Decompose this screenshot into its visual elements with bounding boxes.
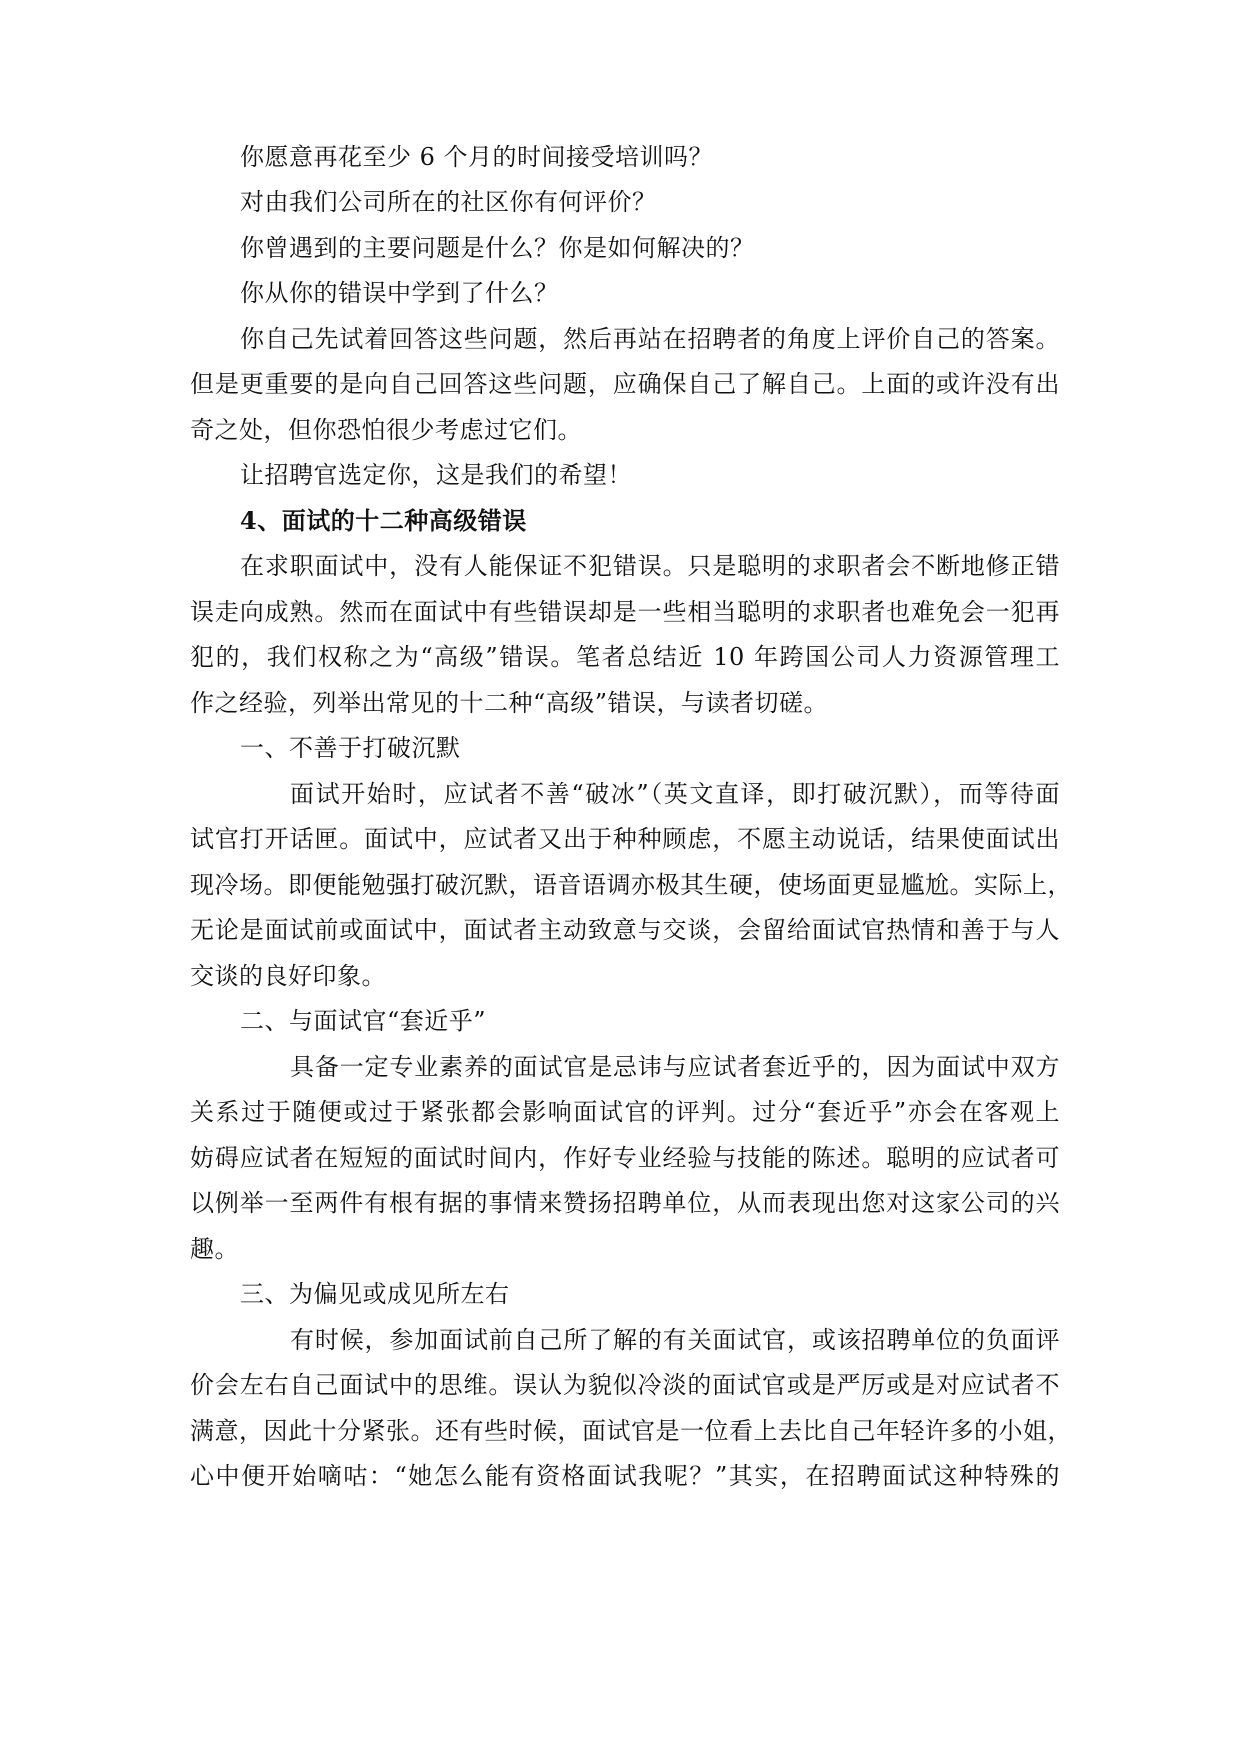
text-line: 你从你的错误中学到了什么？: [240, 279, 559, 307]
text-line: 妨碍应试者在短短的面试时间内，作好专业经验与技能的陈述。聪明的应试者可: [190, 1144, 1060, 1172]
text-line: 作之经验，列举出常见的十二种“高级”错误，与读者切磋。: [190, 689, 829, 717]
subsection-heading: 二、与面试官“套近乎”: [240, 1007, 487, 1035]
text-line: 满意，因此十分紧张。还有些时候，面试官是一位看上去比自己年轻许多的小姐，: [190, 1417, 1072, 1445]
text-line: 在求职面试中，没有人能保证不犯错误。只是聪明的求职者会不断地修正错: [240, 552, 1060, 580]
text-line: 对由我们公司所在的社区你有何评价？: [240, 188, 657, 216]
text-line: 你曾遇到的主要问题是什么？你是如何解决的？: [240, 234, 755, 262]
text-line: 趣。: [190, 1235, 239, 1263]
subsection-heading: 一、不善于打破沉默: [240, 734, 461, 762]
text-line: 以例举一至两件有根有据的事情来赞扬招聘单位，从而表现出您对这家公司的兴: [190, 1189, 1060, 1217]
text-line: 具备一定专业素养的面试官是忌讳与应试者套近乎的，因为面试中双方: [290, 1053, 1060, 1081]
text-line: 但是更重要的是向自己回答这些问题，应确保自己了解自己。上面的或许没有出: [190, 370, 1060, 398]
text-line: 你自己先试着回答这些问题，然后再站在招聘者的角度上评价自己的答案。: [240, 325, 1060, 353]
section-heading: 4、面试的十二种高级错误: [240, 506, 527, 535]
text-line: 有时候，参加面试前自己所了解的有关面试官，或该招聘单位的负面评: [290, 1326, 1060, 1354]
text-line: 价会左右自己面试中的思维。误认为貌似冷淡的面试官或是严厉或是对应试者不: [190, 1371, 1060, 1399]
text-line: 心中便开始嘀咕：“她怎么能有资格面试我呢？”其实，在招聘面试这种特殊的: [190, 1462, 1060, 1490]
text-line: 现冷场。即便能勉强打破沉默，语音语调亦极其生硬，使场面更显尴尬。实际上，: [190, 871, 1072, 899]
text-line: 犯的，我们权称之为“高级”错误。笔者总结近 10 年跨国公司人力资源管理工: [190, 643, 1060, 671]
text-line: 你愿意再花至少 6 个月的时间接受培训吗？: [240, 143, 714, 171]
subsection-heading: 三、为偏见或成见所左右: [240, 1280, 510, 1308]
text-line: 奇之处，但你恐怕很少考虑过它们。: [190, 416, 582, 444]
text-line: 误走向成熟。然而在面试中有些错误却是一些相当聪明的求职者也难免会一犯再: [190, 598, 1060, 626]
text-line: 交谈的良好印象。: [190, 962, 386, 990]
text-line: 让招聘官选定你，这是我们的希望！: [240, 461, 632, 489]
text-line: 试官打开话匣。面试中，应试者又出于种种顾虑，不愿主动说话，结果使面试出: [190, 825, 1060, 853]
text-line: 无论是面试前或面试中，面试者主动致意与交谈，会留给面试官热情和善于与人: [190, 916, 1060, 944]
text-line: 面试开始时，应试者不善“破冰”（英文直译，即打破沉默），而等待面: [290, 780, 1060, 808]
text-line: 关系过于随便或过于紧张都会影响面试官的评判。过分“套近乎”亦会在客观上: [190, 1098, 1060, 1126]
